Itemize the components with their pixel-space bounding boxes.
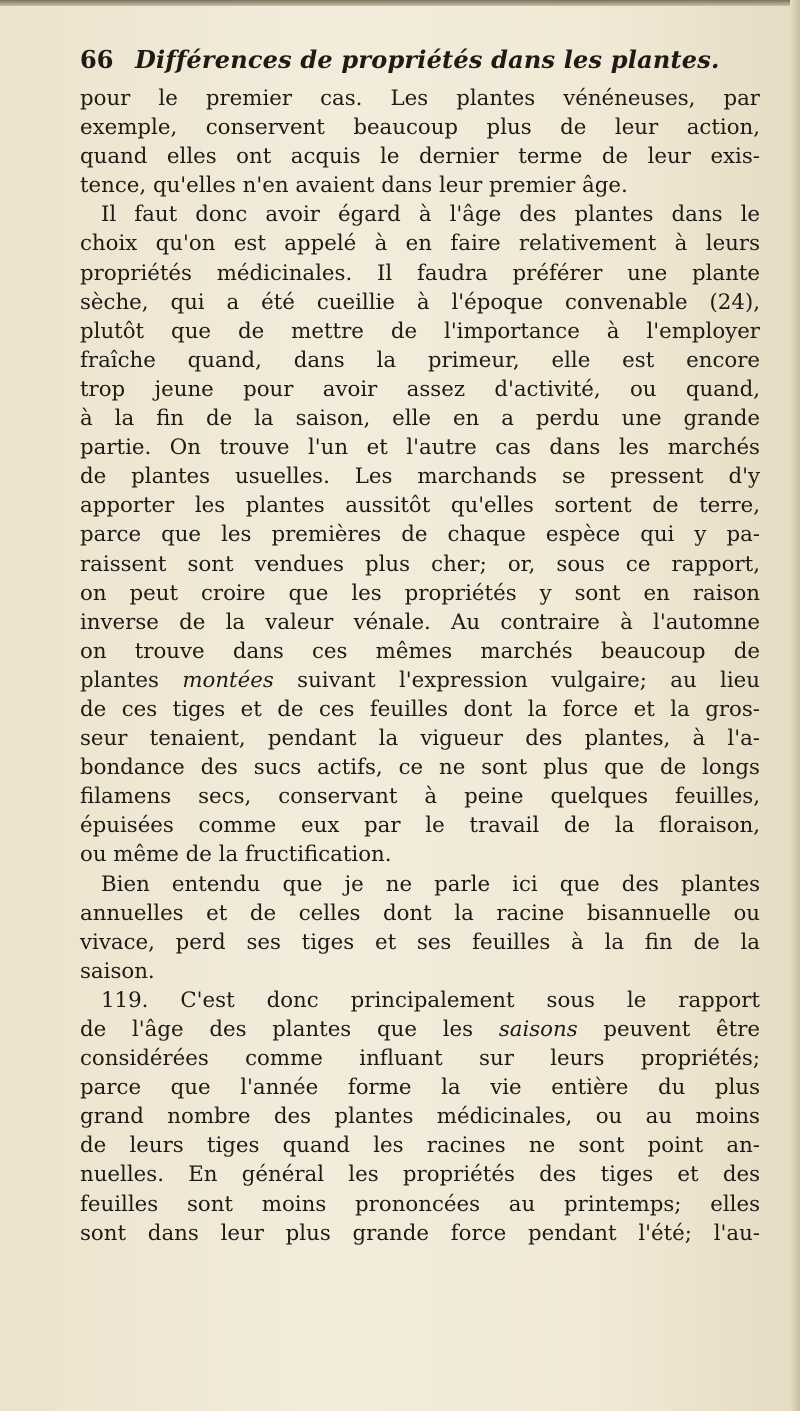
text-line xyxy=(80,200,760,229)
line-text: fraîche quand, dans la primeur, elle est encore xyxy=(80,347,760,373)
text-line xyxy=(80,840,760,869)
text-line xyxy=(80,811,760,840)
line-text: de leurs tiges quand les racines ne sont point an- xyxy=(80,1133,760,1159)
text-line xyxy=(80,113,760,142)
line-text: de l'âge des plantes que les xyxy=(80,1017,499,1042)
line-text: raissent sont vendues plus cher; or, sous ce rapport, xyxy=(80,551,760,577)
text-line xyxy=(80,288,760,317)
line-text: partie. On trouve l'un et l'autre cas dans les marchés xyxy=(80,435,760,461)
text-line xyxy=(80,1131,760,1160)
text-line xyxy=(80,986,760,1015)
text-line xyxy=(80,928,760,957)
text-line xyxy=(80,229,760,258)
line-text: parce que les premières de chaque espèce qui y pa- xyxy=(80,522,760,548)
line-text: feuilles sont moins prononcées au printemps; elles xyxy=(80,1191,760,1217)
text-line xyxy=(80,1160,760,1189)
page-top-edge xyxy=(0,0,800,6)
line-text: propriétés médicinales. Il faudra préférer une plante xyxy=(80,260,760,286)
text-line xyxy=(80,1044,760,1073)
text-line xyxy=(80,550,760,579)
text-line xyxy=(80,899,760,928)
text-line xyxy=(80,491,760,520)
text-line xyxy=(80,433,760,462)
text-line xyxy=(80,375,760,404)
line-text: parce que l'année forme la vie entière du plus xyxy=(80,1075,760,1101)
italic-term: saisons xyxy=(498,1017,578,1042)
line-text: considérées comme influant sur leurs propriétés; xyxy=(80,1046,760,1072)
text-line xyxy=(80,317,760,346)
line-text: quand elles ont acquis le dernier terme de leur exis- xyxy=(80,144,760,170)
line-text: apporter les plantes aussitôt qu'elles sortent de terre, xyxy=(80,493,760,519)
text-line xyxy=(80,142,760,171)
line-text: on trouve dans ces mêmes marchés beaucoup de xyxy=(80,638,760,664)
line-text: vivace, perd ses tiges et ses feuilles à la fin de la xyxy=(80,929,760,955)
line-text: ou même de la fructification. xyxy=(80,842,392,868)
line-text: épuisées comme eux par le travail de la floraison, xyxy=(80,813,760,839)
line-text: de plantes usuelles. Les marchands se pressent d'y xyxy=(80,464,760,490)
line-text: on peut croire que les propriétés y sont en raison xyxy=(80,580,760,606)
running-header xyxy=(80,38,760,82)
text-line xyxy=(80,1219,760,1248)
italic-term: montées xyxy=(182,667,274,693)
line-text: sèche, qui a été cueillie à l'époque convenable (24), xyxy=(80,289,760,315)
text-line xyxy=(80,520,760,549)
text-line xyxy=(80,608,760,637)
text-line xyxy=(80,579,760,608)
text-line xyxy=(80,870,760,899)
text-line xyxy=(80,346,760,375)
line-text: Bien entendu que je ne parle ici que des plantes xyxy=(101,871,760,897)
line-text: à la fin de la saison, elle en a perdu une grande xyxy=(80,406,760,432)
line-text: saison. xyxy=(80,958,155,984)
text-line xyxy=(80,724,760,753)
text-line xyxy=(80,171,760,200)
line-text: bondance des sucs actifs, ce ne sont plus que de longs xyxy=(80,755,760,781)
line-text-continued: suivant l'expression vulgaire; au lieu xyxy=(273,667,761,693)
line-text: tence, qu'elles n'en avaient dans leur premier âge. xyxy=(80,173,628,199)
text-line xyxy=(80,782,760,811)
line-text: Il faut donc avoir égard à l'âge des plantes dans le xyxy=(101,202,760,228)
text-line xyxy=(80,1015,760,1044)
line-text: nuelles. En général les propriétés des tiges et des xyxy=(80,1162,760,1188)
line-text: trop jeune pour avoir assez d'activité, ou quand, xyxy=(80,376,760,402)
text-line xyxy=(80,753,760,782)
line-text: sont dans leur plus grande force pendant l'été; l'au- xyxy=(80,1220,760,1246)
line-text: choix qu'on est appelé à en faire relativement à leurs xyxy=(80,231,760,257)
text-line xyxy=(80,637,760,666)
text-line xyxy=(80,957,760,986)
line-text: pour le premier cas. Les plantes vénéneuses, par xyxy=(80,86,760,111)
text-line xyxy=(80,1073,760,1102)
text-line xyxy=(80,1102,760,1131)
line-text: inverse de la valeur vénale. Au contraire à l'automne xyxy=(80,609,760,635)
text-line xyxy=(80,666,760,695)
line-text-continued: peuvent être xyxy=(577,1017,760,1042)
line-text: grand nombre des plantes médicinales, ou au moins xyxy=(80,1104,760,1130)
line-text: annuelles et de celles dont la racine bisannuelle ou xyxy=(80,900,760,926)
line-text: filamens secs, conservant à peine quelques feuilles, xyxy=(80,784,760,810)
line-text: plantes xyxy=(80,667,183,693)
body-text xyxy=(80,84,760,1248)
text-line xyxy=(80,1190,760,1219)
line-text: exemple, conservent beaucoup plus de leur action, xyxy=(80,115,760,141)
running-title: Différences de propriétés dans les plantes. xyxy=(135,45,720,74)
line-text: 119. C'est donc principalement sous le rapport xyxy=(101,987,760,1013)
text-line xyxy=(80,404,760,433)
line-text: de ces tiges et de ces feuilles dont la force et la gros- xyxy=(80,696,760,722)
text-line xyxy=(80,84,760,113)
text-line xyxy=(80,462,760,491)
line-text: plutôt que de mettre de l'importance à l'employer xyxy=(80,318,760,344)
page-right-edge xyxy=(790,0,800,1411)
page-number: 66 xyxy=(80,45,114,74)
text-line xyxy=(80,259,760,288)
line-text: seur tenaient, pendant la vigueur des plantes, à l'a- xyxy=(80,726,760,752)
text-line xyxy=(80,695,760,724)
